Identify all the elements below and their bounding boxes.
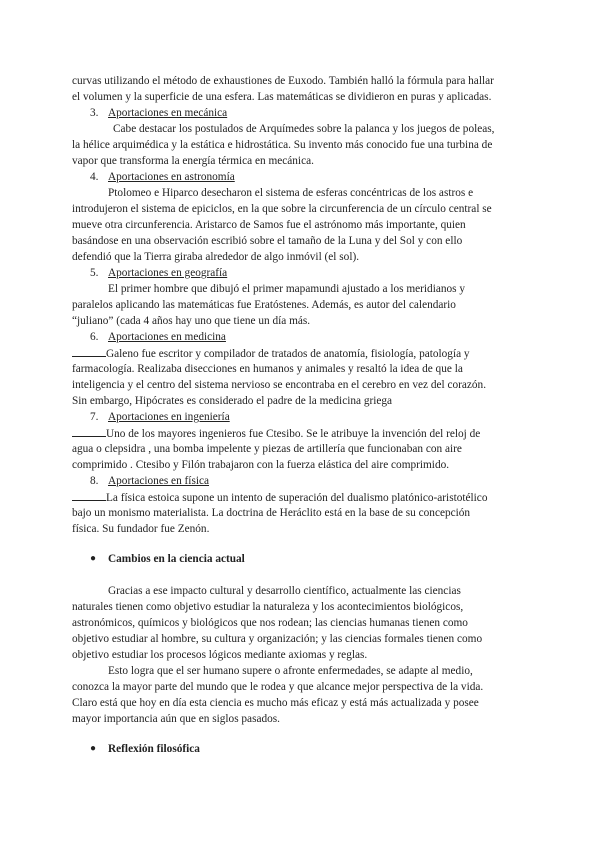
paragraph-line: Ptolomeo e Hiparco desecharon el sistema de esferas concéntricas de los astros e [108,187,474,199]
paragraph-line: astronómicos, químicos y biológicos que nos rodean; las ciencias humanas tienen como [72,617,468,629]
section-5-heading [90,266,227,280]
bullet-icon: ● [90,743,97,754]
section-number: 6. [90,331,99,343]
paragraph-line: Claro está que hoy en día esta ciencia es mucho más eficaz y está más actualizada y posee [72,697,479,709]
paragraph-line: física. Su fundador fue Zenón. [72,523,210,535]
paragraph-line: inteligencia y el centro del sistema nervioso se encontraba en el cerebro en vez del corazón. [72,379,487,391]
section-title: Aportaciones en astronomía [108,171,235,183]
intro-line: el volumen y la superficie de una esfera. Las matemáticas se dividieron en puras y aplicadas. [72,91,492,103]
paragraph-line: vapor que transforma la energía térmica en mecánica. [72,155,314,167]
paragraph-line: El primer hombre que dibujó el primer mapamundi ajustado a los meridianos y [108,283,466,295]
paragraph-line: objetivo estudiar los procesos lógicos mediante axiomas y reglas. [72,649,368,661]
paragraph-line: Gracias a ese impacto cultural y desarrollo científico, actualmente las ciencias [108,585,461,597]
paragraph-line: mueve otra circunferencia. Aristarco de Samos fue el astrónomo más importante, quien [72,219,466,231]
paragraph-line: basándose en una observación escribió sobre el tamaño de la Luna y del Sol y con ello [72,235,463,247]
heading-cambios: Cambios en la ciencia actual [108,553,245,565]
paragraph-line: agua o clepsidra , una bomba impelente y piezas de artillería que funcionaban con aire [72,443,462,455]
paragraph-line: la hélice arquimédica y la estática e hidrostática. Su invento más conocido fue una turbina de [72,139,493,151]
paragraph-line-with-blank [72,346,470,361]
bullet-icon: ● [90,553,97,564]
section-6-heading [90,330,226,344]
paragraph-text: La física estoica supone un intento de superación del dualismo platónico-aristotélico [106,492,488,504]
section-number: 8. [90,475,99,487]
section-number: 4. [90,171,99,183]
section-title: Aportaciones en ingeniería [108,411,230,423]
paragraph-line: paralelos aplicando las matemáticas fue Eratóstenes. Además, es autor del calendario [72,299,456,311]
paragraph-line-with-blank [72,426,480,441]
paragraph-line: Cabe destacar los postulados de Arquímedes sobre la palanca y los juegos de poleas, [113,123,495,135]
paragraph-line: Sin embargo, Hipócrates es considerado el padre de la medicina griega [72,395,393,407]
section-number: 3. [90,107,99,119]
section-number: 5. [90,267,99,279]
paragraph-line: “juliano” (cada 4 años hay uno que tiene un día más. [72,315,311,327]
paragraph-line: bajo un monismo materialista. La doctrina de Heráclito está en la base de su concepción [72,507,471,519]
paragraph-text: Uno de los mayores ingenieros fue Ctesibo. Se le atribuye la invención del reloj de [106,428,481,440]
paragraph-line: introdujeron el sistema de epiciclos, en la que sobre la circunferencia de un círculo central se [72,203,492,215]
intro-line: curvas utilizando el método de exhaustiones de Euxodo. También halló la fórmula para hallar [72,75,494,87]
paragraph-line: objetivo estudiar al hombre, su cultura y organización; y las ciencias formales tienen como [72,633,483,645]
section-title: Aportaciones en mecánica [108,107,228,119]
paragraph-line: naturales tienen como objetivo estudiar la naturaleza y los acontecimientos biológicos, [72,601,464,613]
paragraph-line: mayor importancia aún que en siglos pasados. [72,713,280,725]
section-7-heading [90,410,230,424]
underline-blank [72,346,106,357]
section-number: 7. [90,411,99,423]
section-title: Aportaciones en física [108,475,210,487]
heading-reflexion: Reflexión filosófica [108,743,200,755]
paragraph-line: Esto logra que el ser humano supere o afronte enfermedades, se adapte al medio, [108,665,473,677]
section-8-heading [90,474,209,488]
paragraph-line-with-blank [72,490,487,505]
paragraph-line: farmacología. Realizaba disecciones en humanos y animales y resaltó la idea de que la [72,363,463,375]
section-4-heading [90,170,235,184]
section-title: Aportaciones en medicina [108,331,226,343]
paragraph-line: conozca la mayor parte del mundo que le rodea y que alcance mejor perspectiva de la vida. [72,681,484,693]
underline-blank [72,490,106,501]
section-title: Aportaciones en geografía [108,267,228,279]
paragraph-text: Galeno fue escritor y compilador de tratados de anatomía, fisiología, patología y [106,348,470,360]
underline-blank [72,426,106,437]
paragraph-line: comprimido . Ctesibo y Filón trabajaron con la fuerza elástica del aire comprimido. [72,459,450,471]
section-3-heading [90,106,227,120]
paragraph-line: defendió que la Tierra giraba alrededor de algo inmóvil (el sol). [72,251,360,263]
